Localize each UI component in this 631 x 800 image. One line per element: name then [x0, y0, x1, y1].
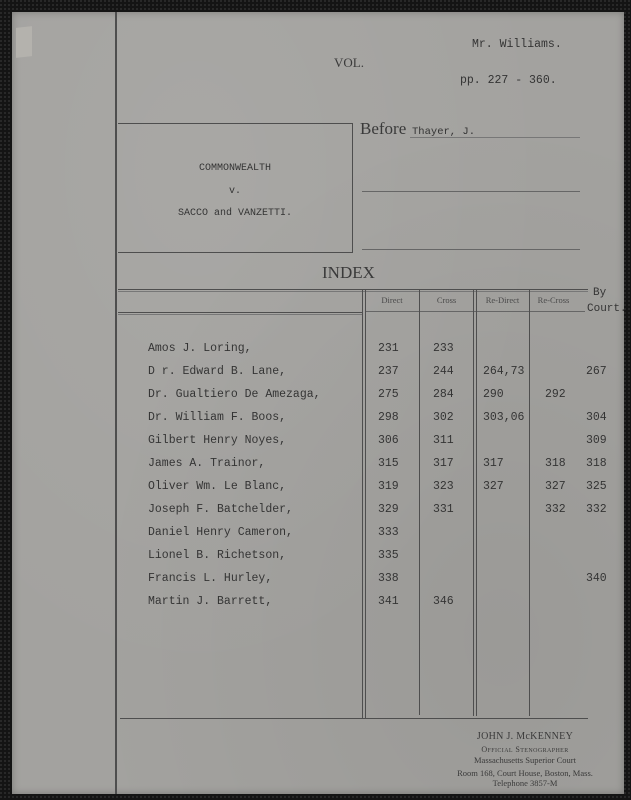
court-page: 332	[586, 503, 607, 516]
index-top-rule	[118, 289, 588, 290]
direct-page: 298	[378, 411, 399, 424]
stenographer-title: Official Stenographer	[481, 745, 569, 754]
case-versus: v.	[228, 186, 241, 197]
direct-page: 338	[378, 572, 399, 585]
redirect-page: 264,73	[483, 365, 525, 378]
court-page: 304	[586, 411, 607, 424]
before-label: Before	[360, 119, 407, 138]
direct-page: 329	[378, 503, 399, 516]
redirect-page: 303,06	[483, 411, 525, 424]
witness-name: Oliver Wm. Le Blanc,	[148, 480, 287, 493]
document-cover	[12, 12, 624, 794]
witness-name: Francis L. Hurley,	[148, 572, 273, 585]
recross-page: 327	[545, 480, 566, 493]
court-page: 325	[586, 480, 607, 493]
index-top-rule-2	[118, 291, 588, 292]
cross-page: 317	[433, 457, 454, 470]
witness-name: D r. Edward B. Lane,	[148, 365, 287, 378]
direct-page: 306	[378, 434, 399, 447]
folded-corner	[16, 26, 32, 58]
cross-page: 244	[433, 365, 454, 378]
volume-label: VOL.	[334, 55, 364, 70]
cross-page: 331	[433, 503, 454, 516]
stenographer-address: Room 168, Court House, Boston, Mass.	[457, 768, 593, 778]
court-page: 309	[586, 434, 607, 447]
left-margin-rule	[115, 12, 117, 794]
redirect-page: 317	[483, 457, 504, 470]
index-header-rule-left	[118, 312, 363, 313]
index-bottom-rule	[120, 718, 588, 719]
stenographer-name: JOHN J. McKENNEY	[476, 731, 574, 742]
cross-page: 233	[433, 342, 454, 355]
case-defendants: SACCO and VANZETTI.	[177, 208, 293, 219]
direct-page: 231	[378, 342, 399, 355]
col-divider-cross-2	[476, 290, 477, 716]
direct-page: 333	[378, 526, 399, 539]
col-divider-redirect	[529, 290, 530, 716]
court-page: 318	[586, 457, 607, 470]
before-underline-3	[362, 249, 580, 250]
index-title: INDEX	[322, 263, 375, 282]
witness-name: Martin J. Barrett,	[148, 595, 273, 608]
stenographer-court: Massachusetts Superior Court	[474, 755, 576, 765]
col-divider-direct	[419, 290, 420, 715]
direct-page: 335	[378, 549, 399, 562]
witness-name: Dr. Gualtiero De Amezaga,	[148, 388, 321, 401]
cross-page: 323	[433, 480, 454, 493]
redirect-page: 327	[483, 480, 504, 493]
before-underline-2	[362, 191, 580, 192]
direct-page: 237	[378, 365, 399, 378]
witness-name: Amos J. Loring,	[148, 342, 252, 355]
direct-page: 341	[378, 595, 399, 608]
witness-name: Joseph F. Batchelder,	[148, 503, 293, 516]
witness-name: James A. Trainor,	[148, 457, 266, 470]
cross-page: 346	[433, 595, 454, 608]
case-box-top	[118, 123, 352, 124]
cross-page: 311	[433, 434, 454, 447]
column-header-cross: Cross	[436, 295, 457, 305]
court-page: 340	[586, 572, 607, 585]
index-header-rule-left-2	[118, 314, 363, 315]
cross-page: 302	[433, 411, 454, 424]
attorney-name: Mr. Williams.	[472, 38, 562, 51]
direct-page: 319	[378, 480, 399, 493]
col-divider-name	[362, 290, 363, 718]
column-header-by-court-2: Court.	[587, 303, 627, 315]
court-page: 267	[586, 365, 607, 378]
stenographer-phone: Telephone 3857-M	[492, 778, 558, 788]
witness-name: Daniel Henry Cameron,	[148, 526, 293, 539]
witness-name: Lionel B. Richetson,	[148, 549, 287, 562]
direct-page: 275	[378, 388, 399, 401]
column-header-direct: Direct	[381, 295, 403, 305]
direct-page: 315	[378, 457, 399, 470]
judge-name: Thayer, J.	[412, 126, 476, 138]
witness-name: Dr. William F. Boos,	[148, 411, 287, 424]
case-box-right	[352, 123, 353, 253]
column-header-redirect: Re-Direct	[485, 295, 520, 305]
page-range: pp. 227 - 360.	[460, 74, 557, 87]
col-divider-cross	[473, 290, 474, 716]
column-header-by-court-1: By	[593, 287, 607, 299]
cross-page: 284	[433, 388, 454, 401]
col-divider-name-2	[365, 290, 366, 718]
recross-page: 292	[545, 388, 566, 401]
recross-page: 318	[545, 457, 566, 470]
redirect-page: 290	[483, 388, 504, 401]
case-box-bottom	[118, 252, 352, 253]
recross-page: 332	[545, 503, 566, 516]
column-header-recross: Re-Cross	[537, 295, 570, 305]
case-plaintiff: COMMONWEALTH	[198, 163, 271, 174]
witness-name: Gilbert Henry Noyes,	[148, 434, 287, 447]
